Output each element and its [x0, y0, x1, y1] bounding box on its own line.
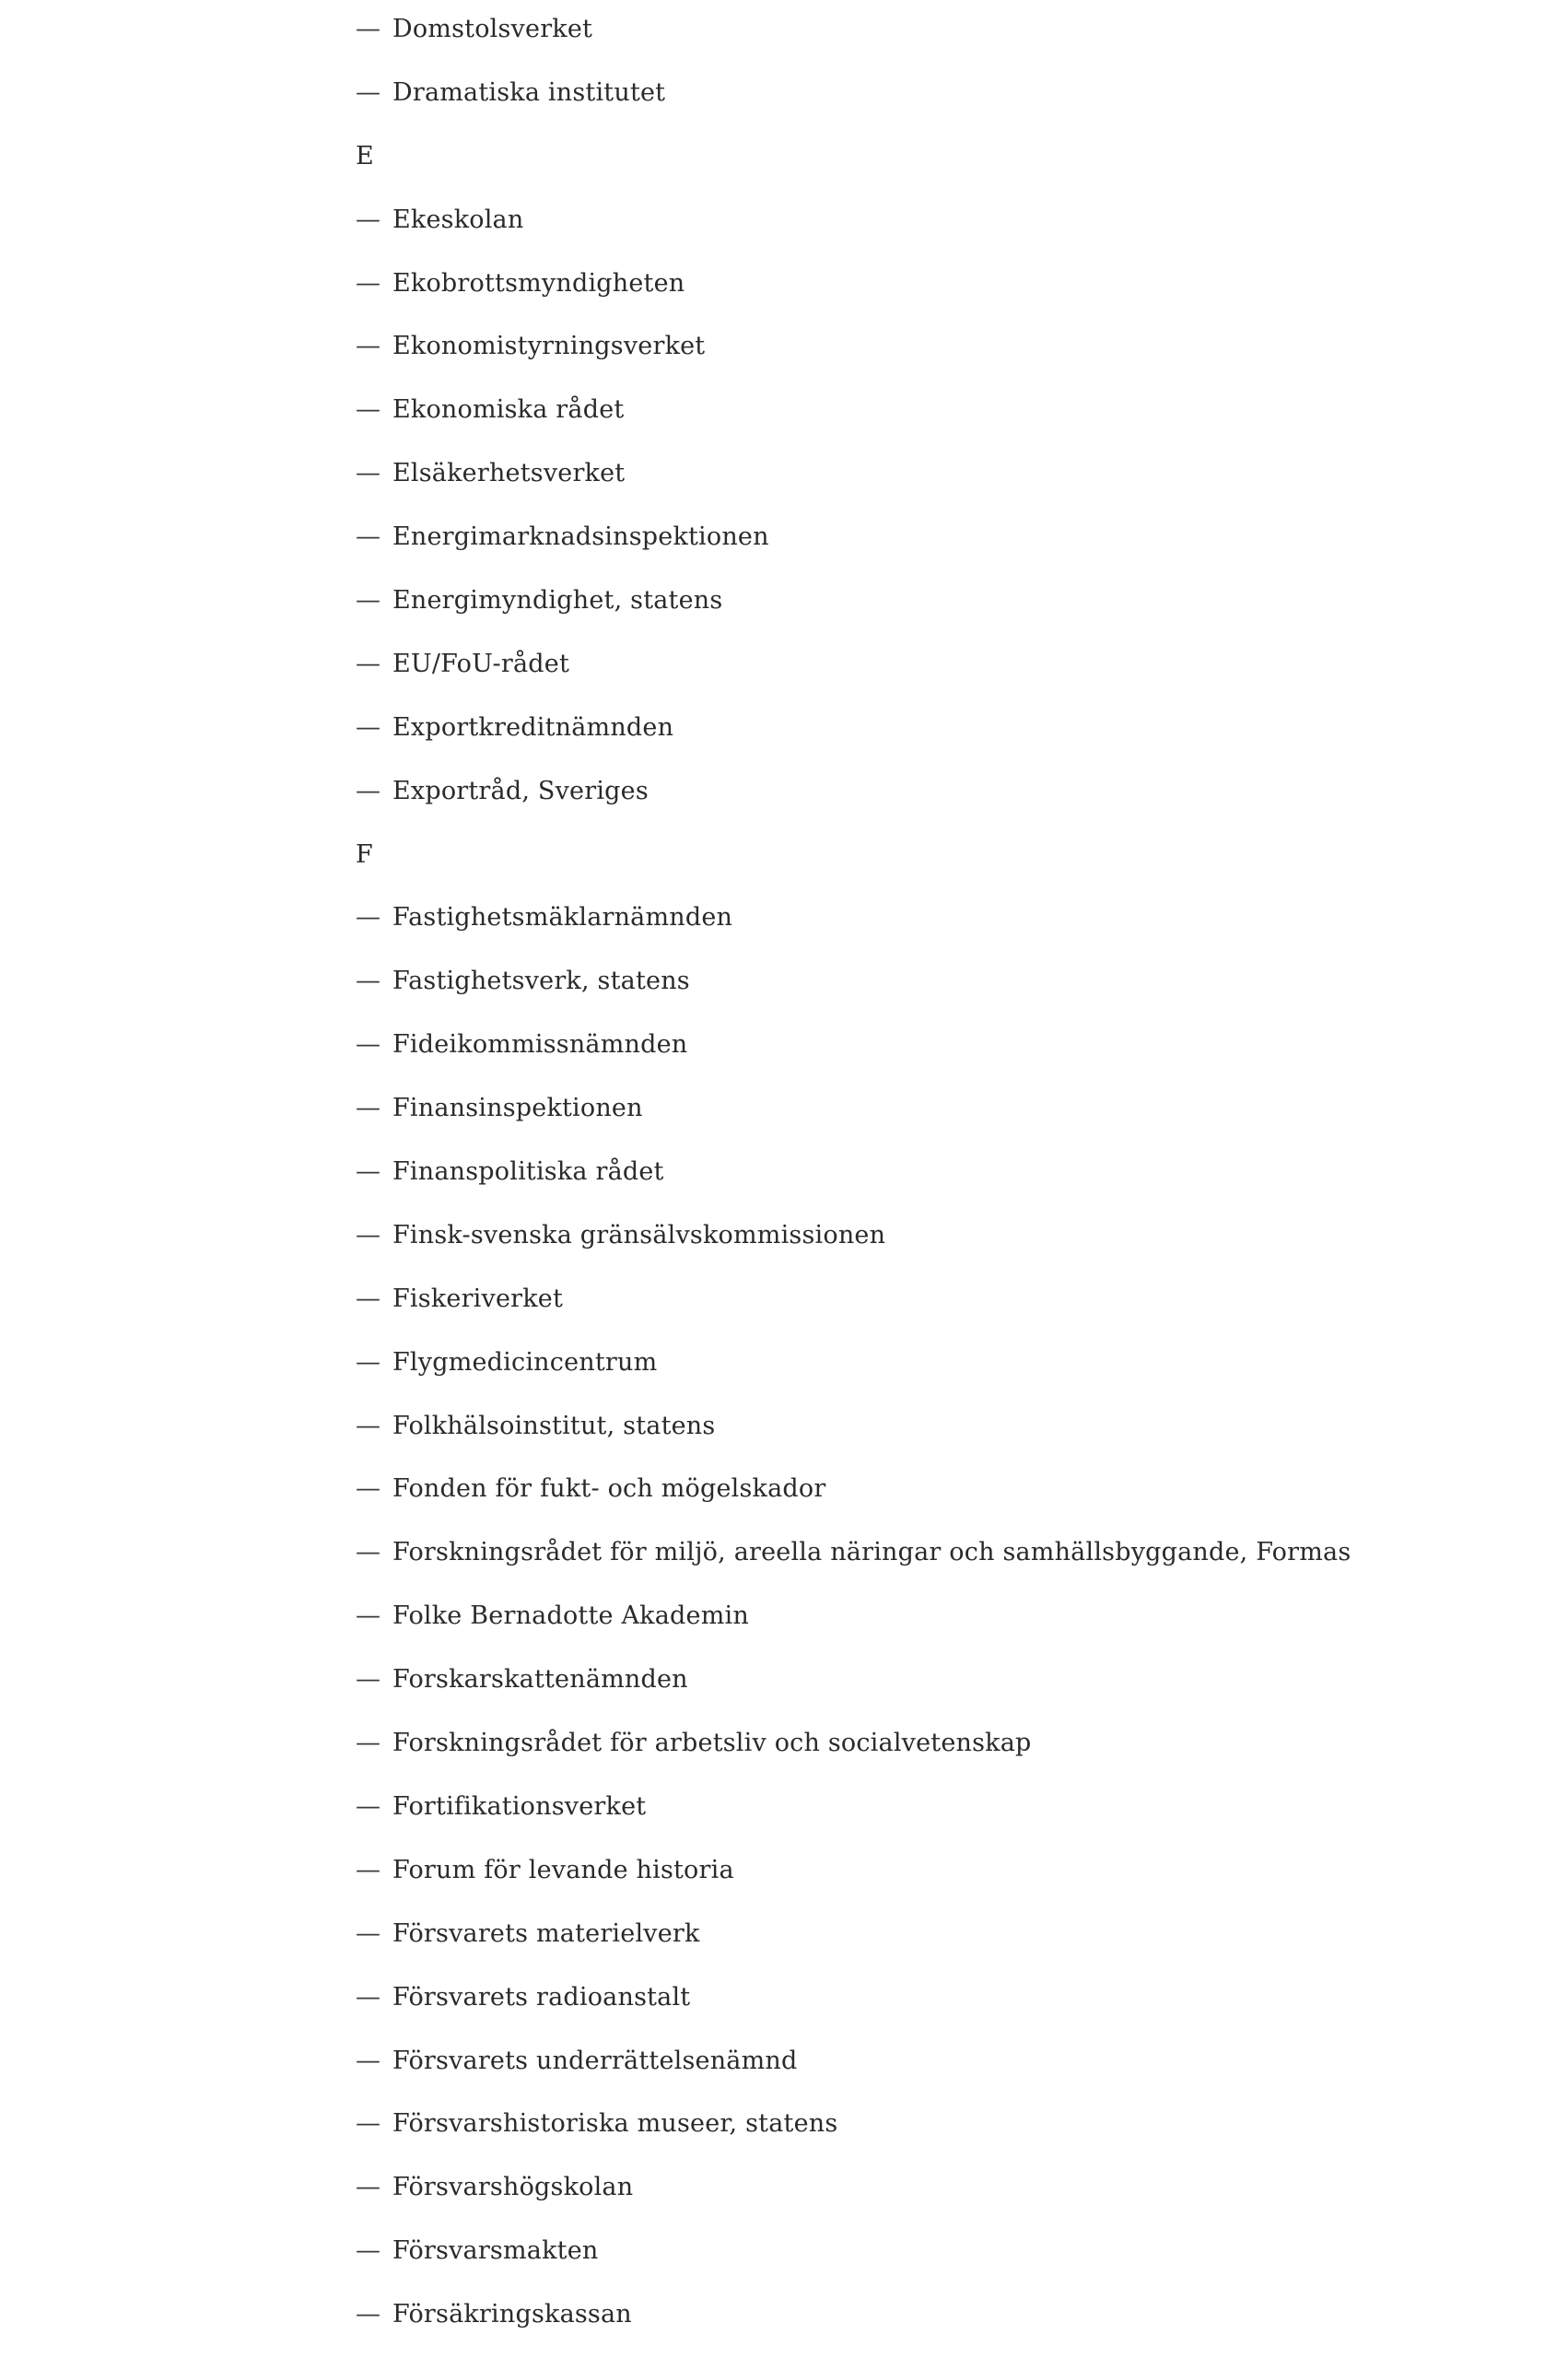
list-item: [356, 1469, 1553, 1532]
em-dash: [356, 73, 383, 113]
list-item: [356, 200, 1553, 264]
em-dash: [356, 1025, 383, 1065]
em-dash: [356, 1215, 383, 1256]
em-dash: [356, 2294, 383, 2335]
em-dash: [356, 897, 383, 938]
list-item-text: Ekobrottsmyndigheten: [392, 268, 685, 298]
list-item-text: Exportråd, Sveriges: [392, 776, 649, 805]
list-item-text: Försvarets materielverk: [392, 1918, 700, 1948]
list-item: [356, 264, 1553, 327]
em-dash: [356, 1596, 383, 1637]
list-item: [356, 1025, 1553, 1088]
list-item: [356, 897, 1553, 961]
list-item: [356, 326, 1553, 390]
em-dash: [356, 390, 383, 430]
list-item: [356, 1850, 1553, 1914]
list-item-text: Forskarskattenämnden: [392, 1665, 688, 1695]
em-dash: [356, 1660, 383, 1700]
list-item: [356, 1152, 1553, 1215]
list-item-text: Försvarets radioanstalt: [392, 1982, 691, 2012]
list-item: [356, 9, 1553, 73]
list-item: [356, 453, 1553, 517]
em-dash: [356, 1914, 383, 1954]
list-item: [356, 2104, 1553, 2167]
list-item: [356, 644, 1553, 708]
em-dash: [356, 517, 383, 557]
list-item-text: Energimyndighet, statens: [392, 586, 723, 616]
em-dash: [356, 264, 383, 304]
list-item-text: Ekonomistyrningsverket: [392, 332, 706, 361]
list-item: [356, 1532, 1553, 1596]
list-item: [356, 1088, 1553, 1152]
em-dash: [356, 1343, 383, 1383]
list-item-text: Fideikommissnämnden: [392, 1030, 688, 1060]
list-item-text: Fiskeriverket: [392, 1284, 564, 1313]
list-item: [356, 73, 1553, 136]
em-dash: [356, 9, 383, 50]
list-item-text: Försvarsmakten: [392, 2236, 599, 2266]
list-item: [356, 708, 1553, 771]
list-item: [356, 2294, 1553, 2358]
list-item-text: Försvarets underrättelsenämnd: [392, 2046, 798, 2075]
list-item-text: Folkhälsoinstitut, statens: [392, 1411, 716, 1440]
section-letter: [356, 136, 1553, 200]
em-dash: [356, 708, 383, 748]
list-item-text: Ekonomiska rådet: [392, 395, 625, 425]
list-item-text: Elsäkerhetsverket: [392, 459, 626, 488]
em-dash: [356, 1279, 383, 1320]
list-item: [356, 1279, 1553, 1343]
list-item-text: Fonden för fukt- och mögelskador: [392, 1474, 826, 1504]
list-item-text: Dramatiska institutet: [392, 77, 666, 107]
list-item: [356, 2041, 1553, 2105]
em-dash: [356, 1532, 383, 1573]
list-item: [356, 581, 1553, 644]
em-dash: [356, 1152, 383, 1192]
list-item-text: Fortifikationsverket: [392, 1791, 647, 1821]
list-item-text: Domstolsverket: [392, 15, 593, 43]
list-item-text: Finansinspektionen: [392, 1094, 643, 1123]
list-item-text: Energimarknadsinspektionen: [392, 522, 769, 552]
list-item: [356, 1406, 1553, 1470]
list-item: [356, 1723, 1553, 1787]
em-dash: [356, 200, 383, 240]
em-dash: [356, 961, 383, 1002]
list-item-text: Forskningsrådet för miljö, areella näringar och samhällsbyggande, Formas: [392, 1538, 1352, 1567]
em-dash: [356, 326, 383, 367]
em-dash: [356, 1787, 383, 1827]
list-item: [356, 1914, 1553, 1977]
list-item-text: Finanspolitiska rådet: [392, 1157, 664, 1187]
section-letter-text: E: [356, 141, 374, 170]
list-item: [356, 1787, 1553, 1850]
em-dash: [356, 581, 383, 621]
list-item-text: Försvarshistoriska museer, statens: [392, 2109, 838, 2139]
list-item-text: Försvarshögskolan: [392, 2173, 634, 2202]
em-dash: [356, 1469, 383, 1509]
em-dash: [356, 644, 383, 685]
list-item-text: Folke Bernadotte Akademin: [392, 1601, 749, 1631]
em-dash: [356, 2104, 383, 2144]
list-item-text: Forum för levande historia: [392, 1855, 734, 1884]
list-item: [356, 390, 1553, 453]
list-item: [356, 1596, 1553, 1660]
list-item: [356, 1660, 1553, 1723]
em-dash: [356, 2167, 383, 2208]
section-letter-text: F: [356, 839, 373, 869]
list-item-text: Fastighetsmäklarnämnden: [392, 903, 733, 933]
section-letter: [356, 835, 1553, 898]
list-item: [356, 1977, 1553, 2041]
list-item: [356, 2231, 1553, 2294]
agency-index-list: [356, 9, 1553, 2358]
list-item-text: Flygmedicincentrum: [392, 1347, 658, 1377]
list-item-text: Ekeskolan: [392, 205, 524, 234]
list-item-text: Försäkringskassan: [392, 2300, 632, 2329]
list-item: [356, 1343, 1553, 1406]
list-item-text: Forskningsrådet för arbetsliv och socialvetenskap: [392, 1729, 1032, 1758]
em-dash: [356, 1406, 383, 1447]
em-dash: [356, 2041, 383, 2082]
list-item: [356, 517, 1553, 581]
list-item-text: Fastighetsverk, statens: [392, 967, 690, 996]
em-dash: [356, 1850, 383, 1891]
list-item: [356, 1215, 1553, 1279]
list-item: [356, 771, 1553, 835]
em-dash: [356, 1723, 383, 1764]
em-dash: [356, 771, 383, 812]
list-item-text: Finsk-svenska gränsälvskommissionen: [392, 1220, 886, 1249]
list-item: [356, 961, 1553, 1025]
em-dash: [356, 1088, 383, 1129]
list-item: [356, 2167, 1553, 2231]
em-dash: [356, 1977, 383, 2018]
list-item-text: Exportkreditnämnden: [392, 712, 674, 742]
em-dash: [356, 453, 383, 494]
list-item-text: EU/FoU-rådet: [392, 649, 569, 678]
em-dash: [356, 2231, 383, 2271]
